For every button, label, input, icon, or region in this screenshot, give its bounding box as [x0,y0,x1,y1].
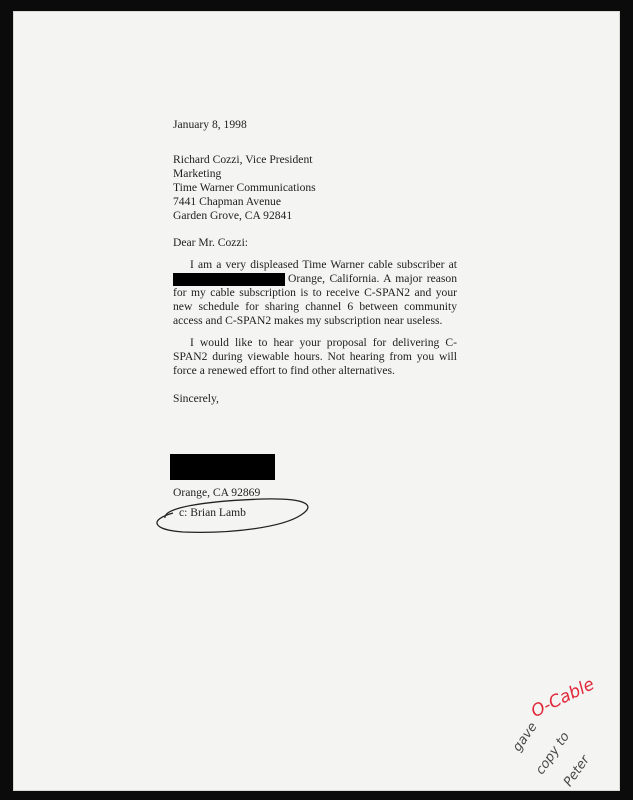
cc-line: c: Brian Lamb [179,506,246,519]
paragraph-line: I am a very displeased Time Warner cable subscriber at [190,258,457,271]
recipient-line: Time Warner Communications [173,181,316,194]
paragraph-line: for my cable subscription is to receive C-SPAN2 and your [173,286,457,299]
recipient-line: Garden Grove, CA 92841 [173,209,293,222]
pencil-note-gave: gave [510,719,541,755]
paragraph-line: SPAN2 during viewable hours. Not hearing from you will [173,350,457,363]
pencil-note-copy: copy to [533,729,573,778]
paragraph-line-tail: Orange, California. A major reason [288,272,457,285]
cc-circle-mark [13,11,620,791]
red-handwritten-note: O-Cable [528,674,598,722]
salutation: Dear Mr. Cozzi: [173,236,249,249]
letter-page [13,11,620,791]
recipient-line: 7441 Chapman Avenue [173,195,281,208]
paragraph-line: new schedule for sharing channel 6 between community [173,300,457,313]
recipient-line: Marketing [173,167,222,180]
closing: Sincerely, [173,392,219,405]
paragraph-line: force a renewed effort to find other alternatives. [173,364,395,377]
pencil-note-peter: Peter [561,752,593,790]
recipient-line: Richard Cozzi, Vice President [173,153,313,166]
paragraph-line: I would like to hear your proposal for delivering C- [190,336,457,349]
letter-date: January 8, 1998 [173,118,247,131]
sender-city: Orange, CA 92869 [173,486,261,499]
paragraph-line: access and C-SPAN2 makes my subscription near useless. [173,314,443,327]
